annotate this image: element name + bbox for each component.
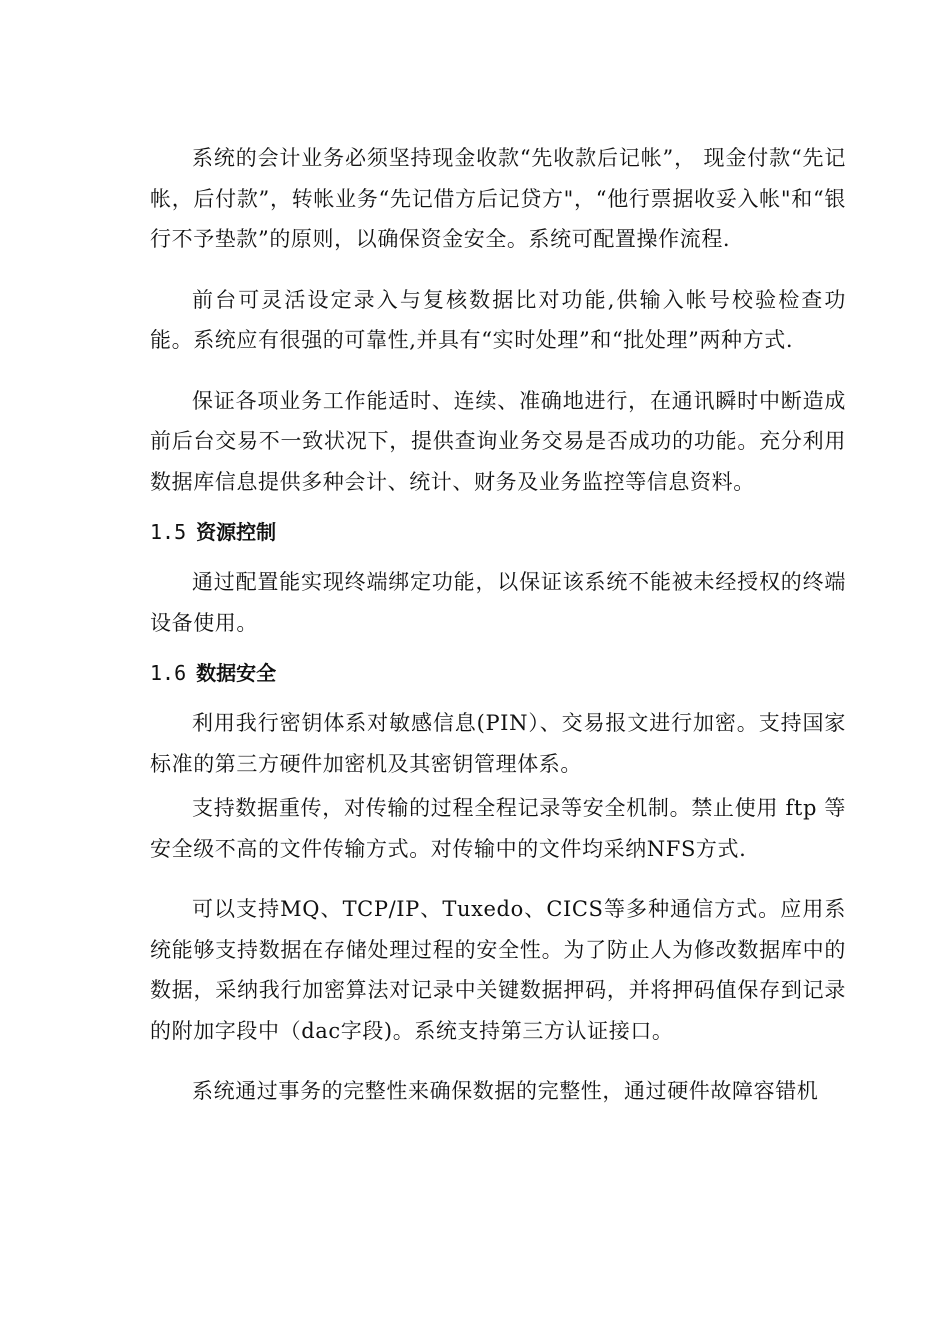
- paragraph-communication-methods: 可以支持MQ、TCP/IP、Tuxedo、CICS等多种通信方式。应用系统能够支持数据在存储处理过程的安全性。为了防止人为修改数据库中的数据，采纳我行加密算法对记录中关键数据押码，并将押码值保存到记录的附加字段中（dac字段)。系统支持第三方认证接口。: [150, 897, 846, 1043]
- paragraph-accounting-principles: 系统的会计业务必须坚持现金收款“先收款后记帐”， 现金付款“先记帐，后付款”，转帐业务“先记借方后记贷方"，“他行票据收妥入帐"和“银行不予垫款”的原则，以确保资金安全。系统可配置操作流程.: [150, 146, 846, 251]
- section-title: 数据安全: [196, 661, 277, 685]
- section-heading-data-security: [150, 653, 846, 693]
- document-body: [150, 138, 846, 1112]
- paragraph-business-continuity: 保证各项业务工作能适时、连续、准确地进行，在通讯瞬时中断造成前后台交易不一致状况下，提供查询业务交易是否成功的功能。充分利用数据库信息提供多种会计、统计、财务及业务监控等信息资料。: [150, 388, 846, 494]
- section-number: 1.6: [150, 661, 187, 685]
- paragraph-transaction-integrity: 系统通过事务的完整性来确保数据的完整性，通过硬件故障容错机: [192, 1079, 819, 1103]
- section-title: 资源控制: [196, 520, 277, 544]
- section-heading-resource-control: [150, 512, 846, 552]
- paragraph-frontend-verification: 前台可灵活设定录入与复核数据比对功能,供输入帐号校验检查功能。系统应有很强的可靠性,并具有“实时处理”和“批处理”两种方式.: [150, 287, 846, 352]
- paragraph-terminal-binding: 通过配置能实现终端绑定功能，以保证该系统不能被未经授权的终端设备使用。: [150, 570, 846, 635]
- section-number: 1.5: [150, 520, 187, 544]
- paragraph-encryption: 利用我行密钥体系对敏感信息(PIN）、交易报文进行加密。支持国家标准的第三方硬件加密机及其密钥管理体系。: [150, 711, 846, 776]
- paragraph-data-transfer: 支持数据重传，对传输的过程全程记录等安全机制。禁止使用 ftp 等安全级不高的文件传输方式。对传输中的文件均采纳NFS方式.: [150, 796, 846, 861]
